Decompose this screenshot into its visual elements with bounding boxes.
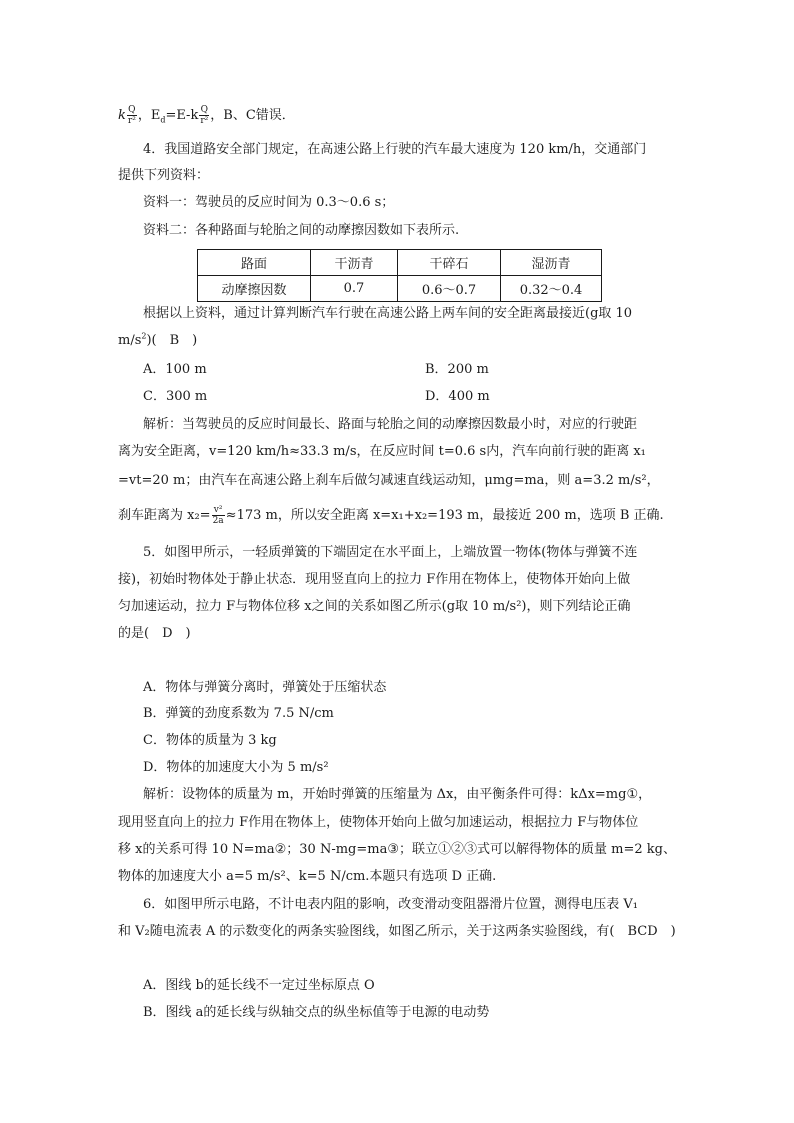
- braking-distance-label: 刹车距离为 x₂=: [118, 508, 211, 523]
- friction-table: [197, 249, 602, 302]
- table-header-cell: 湿沥青: [501, 250, 602, 276]
- q4-question-line-2: [118, 332, 197, 350]
- q5-stem-line-4: 的是( D ): [118, 626, 191, 641]
- q6-stem-line-1: 6．如图甲所示电路，不计电表内阻的影响，改变滑动变阻器滑片位置，测得电压表 V₁: [143, 897, 639, 912]
- formula-ed-subscript: d: [160, 115, 166, 125]
- table-header-cell: 干沥青: [311, 250, 398, 276]
- fraction-q-over-r2-2: [199, 105, 209, 126]
- q4-unit: m/s: [118, 333, 142, 348]
- q5-solution-line-4: 物体的加速度大小 a=5 m/s²、k=5 N/cm.本题只有选项 D 正确.: [118, 869, 497, 884]
- q4-stem-line-2: 提供下列资料：: [118, 168, 210, 183]
- q4-question-line-1: 根据以上资料，通过计算判断汽车行驶在高速公路上两车间的安全距离最接近(g取 10: [143, 306, 633, 321]
- table-header-row: [198, 250, 602, 276]
- q4-solution-line-3: =vt=20 m；由汽车在高速公路上刹车后做匀减速直线运动知，μmg=ma，则 a=3.2 m/s²，: [118, 473, 660, 488]
- table-row: [198, 276, 602, 302]
- q4-option-a: A．100 m: [143, 362, 207, 377]
- fraction-numerator: Q: [200, 105, 208, 115]
- q4-solution-line-1: 解析：当驾驶员的反应时间最长、路面与轮胎之间的动摩擦因数最小时，对应的行驶距: [143, 417, 638, 432]
- table-cell: 0.7: [311, 276, 398, 302]
- q5-stem-line-3: 匀加速运动，拉力 F与物体位移 x之间的关系如图乙所示(g取 10 m/s²)，则下列结论正确: [118, 599, 631, 614]
- q4-option-d: D．400 m: [425, 389, 490, 404]
- q4-unit-exponent: 2: [141, 331, 147, 341]
- q5-solution-line-1: 解析：设物体的质量为 m，开始时弹簧的压缩量为 Δx，由平衡条件可得：kΔx=mg①，: [143, 787, 652, 802]
- q6-option-b: B．图线 a的延长线与纵轴交点的纵坐标值等于电源的电动势: [143, 1005, 490, 1020]
- fraction-numerator: Q: [128, 105, 136, 115]
- q5-option-c: C．物体的质量为 3 kg: [143, 733, 277, 748]
- fraction-denominator: r²: [200, 116, 209, 126]
- q4-option-c: C．300 m: [143, 389, 208, 404]
- q6-option-a: A．图线 b的延长线不一定过坐标原点 O: [143, 978, 375, 993]
- q5-solution-line-3: 移 x的关系可得 10 N=ma②；30 N-mg=ma③；联立①②③式可以解得物体的质量 m=2 kg、: [118, 842, 676, 857]
- q4-material-1: 资料一：驾驶员的反应时间为 0.3～0.6 s；: [143, 195, 395, 210]
- table-header-cell: 干碎石: [398, 250, 501, 276]
- table-header-cell: 路面: [198, 250, 311, 276]
- braking-distance-result: ≈173 m，所以安全距离 x=x₁+x₂=193 m，最接近 200 m，选项 B 正确.: [225, 508, 664, 523]
- fraction-v2-over-2a: [212, 505, 225, 526]
- previous-solution-conclusion: ，B、C错误．: [210, 108, 295, 123]
- q5-stem-line-1: 5．如图甲所示，一轻质弹簧的下端固定在水平面上，上端放置一物体(物体与弹簧不连: [143, 545, 638, 560]
- fraction-denominator: 2a: [212, 516, 224, 526]
- formula-e-minus-k: =E-k: [165, 108, 199, 123]
- q4-material-2: 资料二：各种路面与轮胎之间的动摩擦因数如下表所示.: [143, 223, 460, 238]
- table-cell: 动摩擦因数: [198, 276, 311, 302]
- table-cell: 0.32～0.4: [501, 276, 602, 302]
- q4-answer: )( B ): [146, 333, 198, 348]
- q4-solution-line-2: 离为安全距离，v=120 km/h≈33.3 m/s，在反应时间 t=0.6 s内，汽车向前行驶的距离 x₁: [118, 444, 646, 459]
- formula-ed: ，E: [137, 108, 161, 123]
- q4-option-b: B．200 m: [425, 362, 489, 377]
- q5-option-a: A．物体与弹簧分离时，弹簧处于压缩状态: [143, 680, 387, 695]
- q5-solution-line-2: 现用竖直向上的拉力 F作用在物体上，使物体开始向上做匀加速运动，根据拉力 F与物体位: [118, 815, 639, 830]
- q5-stem-line-2: 接)，初始时物体处于静止状态．现用竖直向上的拉力 F作用在物体上，使物体开始向上做: [118, 572, 631, 587]
- fraction-q-over-r2: [127, 105, 137, 126]
- q4-solution-line-4: [118, 505, 664, 526]
- q5-option-d: D．物体的加速度大小为 5 m/s²: [143, 760, 329, 775]
- q5-option-b: B．弹簧的劲度系数为 7.5 N/cm: [143, 706, 334, 721]
- formula-k: k: [118, 108, 126, 123]
- table-cell: 0.6～0.7: [398, 276, 501, 302]
- fraction-denominator: r²: [127, 116, 136, 126]
- q6-stem-line-2: 和 V₂随电流表 A 的示数变化的两条实验图线，如图乙所示，关于这两条实验图线，有( BCD ): [118, 924, 676, 939]
- q4-stem-line-1: 4．我国道路安全部门规定，在高速公路上行驶的汽车最大速度为 120 km/h，交通部门: [143, 142, 647, 157]
- previous-solution-tail: [118, 105, 295, 126]
- fraction-numerator: v²: [212, 505, 225, 516]
